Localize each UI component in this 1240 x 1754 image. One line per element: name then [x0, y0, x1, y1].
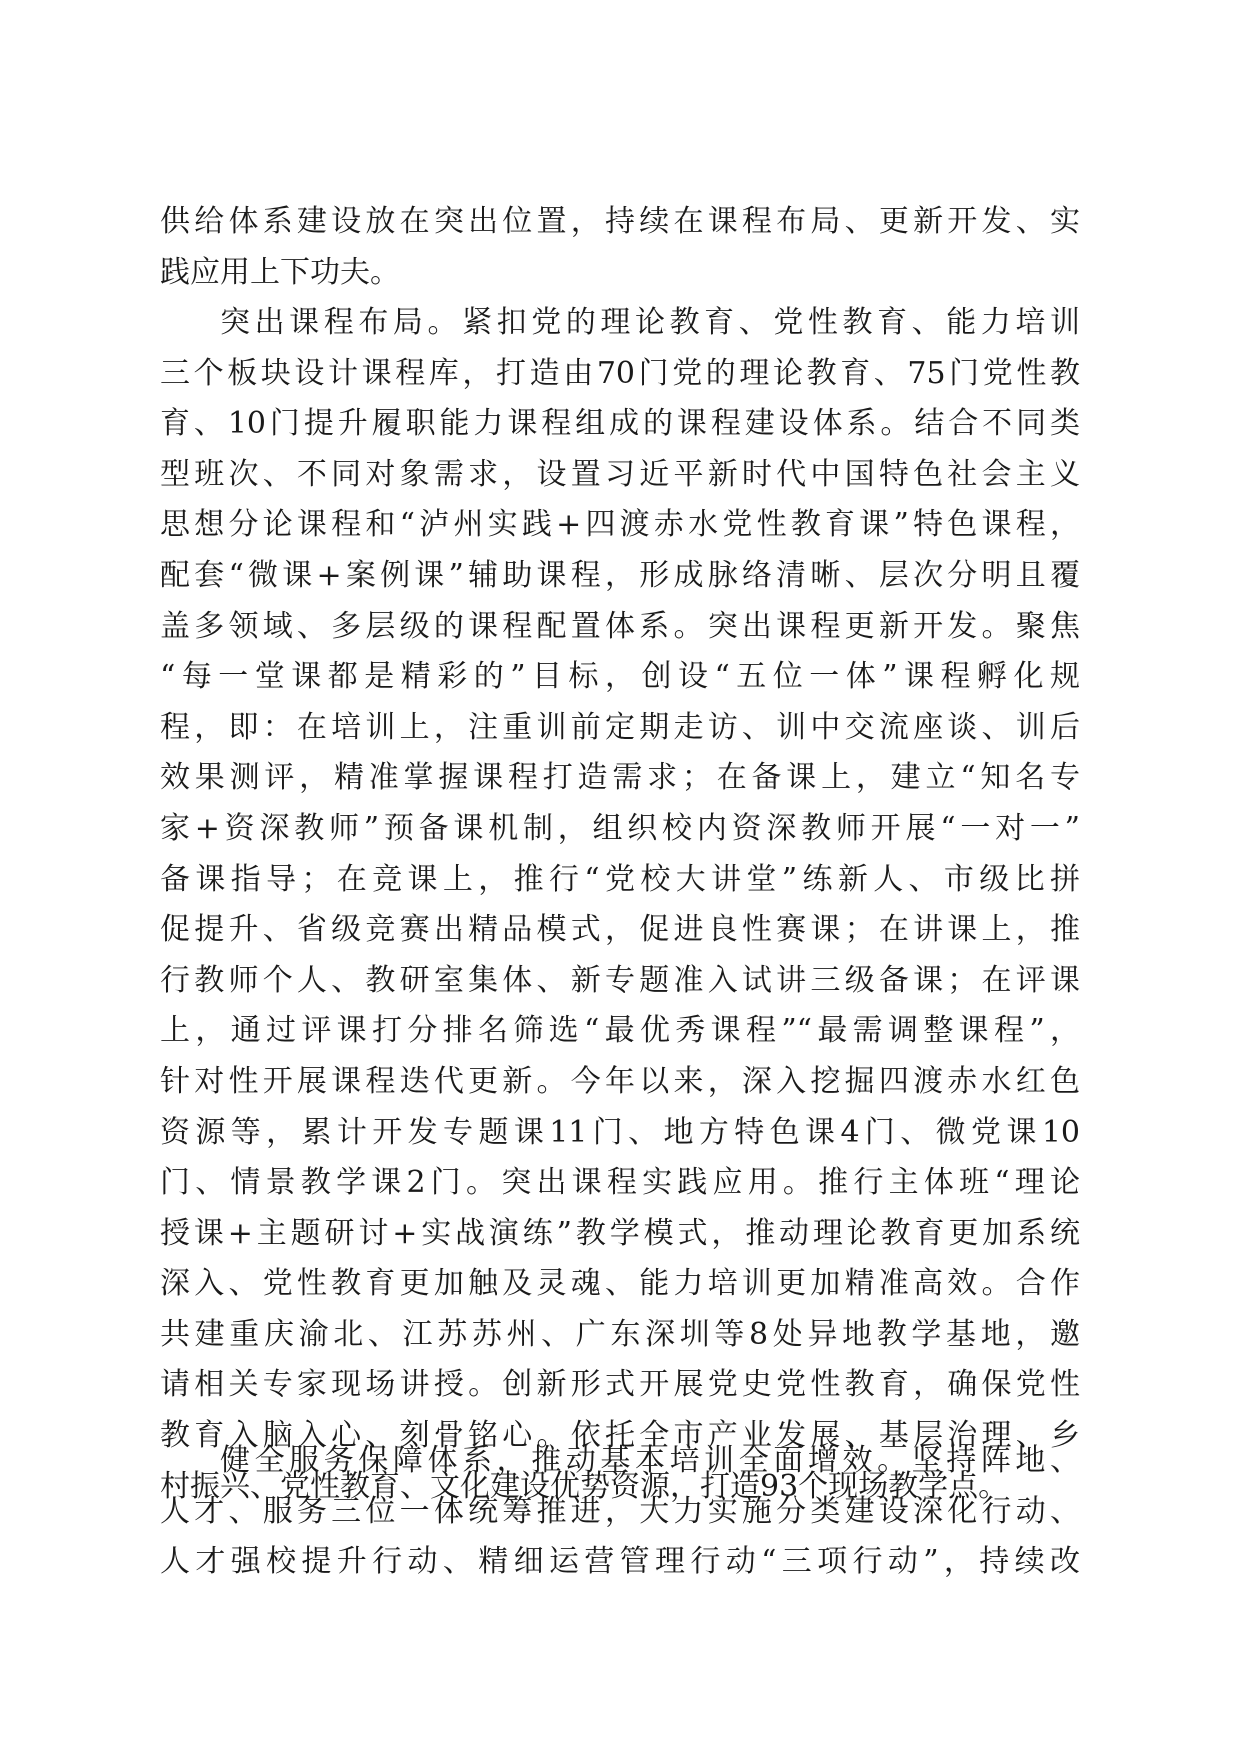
paragraph-line: 授课+主题研讨+实战演练”教学模式，推动理论教育更加系统: [160, 1215, 1080, 1251]
paragraph-1: [160, 197, 1080, 298]
paragraph-line: 效果测评，精准掌握课程打造需求；在备课上，建立“知名专: [160, 760, 1080, 796]
paragraph-line: 村振兴、党性教育、文化建设优势资源，打造93个现场教学点。: [160, 1468, 1009, 1504]
paragraph-2: [160, 298, 1080, 1512]
paragraph-line: 备课指导；在竞课上，推行“党校大讲堂”练新人、市级比拼: [160, 861, 1080, 897]
paragraph-line: 三个板块设计课程库，打造由70门党的理论教育、75门党性教: [160, 355, 1080, 391]
paragraph-line: 请相关专家现场讲授。创新形式开展党史党性教育，确保党性: [160, 1367, 1080, 1403]
paragraph-line: 人才强校提升行动、精细运营管理行动“三项行动”，持续改: [160, 1544, 1080, 1580]
paragraph-line: 教育入脑入心、刻骨铭心。依托全市产业发展、基层治理、乡: [160, 1418, 1080, 1454]
paragraph-line: 促提升、省级竞赛出精品模式，促进良性赛课；在讲课上，推: [160, 912, 1080, 948]
paragraph-line: 人才、服务三位一体统筹推进，大力实施分类建设深化行动、: [160, 1493, 1080, 1529]
paragraph-line: 供给体系建设放在突出位置，持续在课程布局、更新开发、实: [160, 204, 1080, 239]
paragraph-line: 型班次、不同对象需求，设置习近平新时代中国特色社会主义: [160, 456, 1080, 492]
paragraph-line: 共建重庆渝北、江苏苏州、广东深圳等8处异地教学基地，邀: [160, 1316, 1080, 1352]
paragraph-line: 践应用上下功夫。: [160, 254, 400, 290]
paragraph-line: 针对性开展课程迭代更新。今年以来，深入挖掘四渡赤水红色: [160, 1063, 1080, 1099]
paragraph-line: 程，即：在培训上，注重训前定期走访、训中交流座谈、训后: [160, 709, 1080, 745]
paragraph-line: 配套“微课+案例课”辅助课程，形成脉络清晰、层次分明且覆: [160, 557, 1080, 593]
paragraph-line: “每一堂课都是精彩的”目标，创设“五位一体”课程孵化规: [160, 659, 1080, 695]
paragraph-line: 育、10门提升履职能力课程组成的课程建设体系。结合不同类: [160, 406, 1080, 442]
paragraph-line: 盖多领域、多层级的课程配置体系。突出课程更新开发。聚焦: [160, 608, 1080, 644]
paragraph-line: 资源等，累计开发专题课11门、地方特色课4门、微党课10: [160, 1114, 1080, 1150]
paragraph-line: 家+资深教师”预备课机制，组织校内资深教师开展“一对一”: [160, 810, 1080, 846]
paragraph-line: 门、情景教学课2门。突出课程实践应用。推行主体班“理论: [160, 1165, 1080, 1201]
paragraph-line: 深入、党性教育更加触及灵魂、能力培训更加精准高效。合作: [160, 1266, 1080, 1302]
paragraph-line: 突出课程布局。紧扣党的理论教育、党性教育、能力培训: [220, 305, 1080, 340]
paragraph-line: 行教师个人、教研室集体、新专题准入试讲三级备课；在评课: [160, 962, 1080, 998]
paragraph-line: 健全服务保障体系，推动基本培训全面增效。坚持阵地、: [220, 1443, 1080, 1478]
paragraph-3: [160, 1436, 1080, 1588]
paragraph-line: 上，通过评课打分排名筛选“最优秀课程”“最需调整课程”，: [160, 1013, 1080, 1049]
paragraph-line: 思想分论课程和“泸州实践+四渡赤水党性教育课”特色课程，: [160, 507, 1080, 543]
